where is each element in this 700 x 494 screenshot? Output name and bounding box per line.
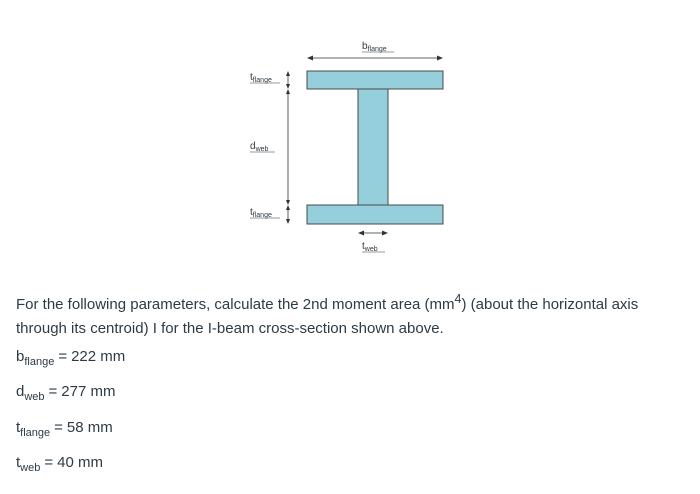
- question-text: [16, 287, 676, 341]
- t-web-label: $t_{web}$: [362, 241, 378, 253]
- t-flange-top-dimension: [286, 71, 290, 89]
- b-flange-label: $b_{flange}$: [362, 41, 387, 53]
- web: [358, 89, 388, 205]
- question-unit-exponent: 4: [454, 292, 462, 306]
- b-flange-dimension: [307, 56, 443, 61]
- param-t-web: $t_{web} = 40$ mm: [16, 454, 103, 474]
- t-flange-bottom-label: $t_{flange}$: [250, 207, 272, 219]
- top-flange: [307, 71, 443, 89]
- t-web-dimension: [358, 231, 388, 236]
- t-flange-bottom-dimension: [286, 205, 290, 224]
- param-d-web: $d_{web} = 277$ mm: [16, 383, 116, 403]
- param-value: 222 mm: [71, 348, 126, 365]
- question-text-end: ) (about the horizontal axis through its centroid) I for the I-beam cross-section shown above.: [16, 296, 639, 337]
- t-flange-top-label: $t_{flange}$: [250, 72, 272, 84]
- param-value: 40 mm: [57, 454, 103, 471]
- bottom-flange: [307, 205, 443, 224]
- d-web-dimension: [286, 89, 290, 205]
- d-web-label: $d_{web}$: [250, 141, 269, 153]
- param-value: 58 mm: [66, 419, 113, 436]
- question-text-start: For the following parameters, calculate the 2nd moment area (mm: [16, 296, 455, 313]
- param-value: 277 mm: [61, 383, 116, 400]
- param-t-flange: $t_{flange} = 58$ mm: [16, 419, 113, 439]
- param-b-flange: $b_{flange} = 222$ mm: [16, 348, 126, 368]
